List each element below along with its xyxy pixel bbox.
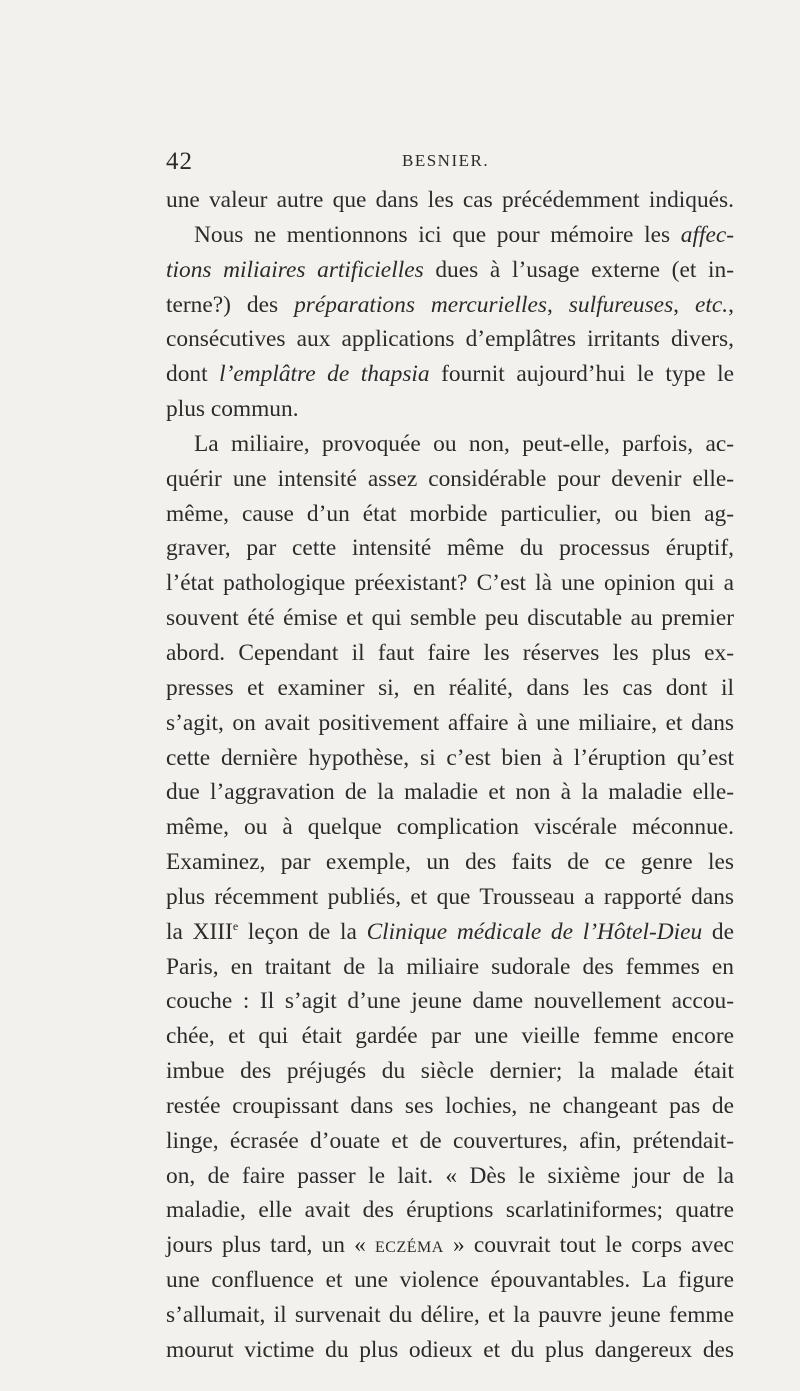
text-line: l’état pathologique préexistant? C’est là une opinion qui a bbox=[166, 570, 734, 597]
text-line: même, ou à quelque complication viscérale méconnue. bbox=[166, 814, 734, 841]
text-line: graver, par cette intensité même du processus éruptif, bbox=[166, 535, 734, 562]
italic-term: etc. bbox=[695, 291, 729, 318]
text-line: même, cause d’un état morbide particulier, ou bien ag- bbox=[166, 500, 734, 527]
text-line: due l’aggravation de la maladie et non à la maladie elle- bbox=[166, 779, 734, 806]
small-caps-term: eczéma bbox=[375, 1232, 444, 1259]
text-line: consécutives aux applications d’emplâtres irritants divers, bbox=[166, 326, 734, 353]
text-line: mourut victime du plus odieux et du plus dangereux des bbox=[166, 1336, 734, 1363]
text-line: maladie, elle avait des éruptions scarlatiniformes; quatre bbox=[166, 1197, 734, 1224]
text-line: une valeur autre que dans les cas précédemment indiqués. bbox=[166, 187, 734, 213]
body-text bbox=[166, 183, 734, 1368]
text-line: La miliaire, provoquée ou non, peut-elle, parfois, ac- bbox=[194, 430, 734, 457]
text-line: cette dernière hypothèse, si c’est bien à l’éruption qu’est bbox=[166, 744, 734, 771]
text-line: souvent été émise et qui semble peu discutable au premier bbox=[166, 605, 734, 632]
text-line: une confluence et une violence épouvantables. La figure bbox=[166, 1267, 734, 1294]
text-line: couche : Il s’agit d’une jeune dame nouvellement accou- bbox=[166, 988, 734, 1015]
text-line: chée, et qui était gardée par une vieille femme encore bbox=[166, 1023, 734, 1050]
text-line: Nous ne mentionnons ici que pour mémoire les affec- bbox=[194, 221, 734, 248]
text-line: jours plus tard, un « eczéma » couvrait tout le corps avec bbox=[166, 1232, 734, 1259]
page-header bbox=[166, 148, 734, 176]
text-line: abord. Cependant il faut faire les réserves les plus ex- bbox=[166, 639, 734, 666]
italic-term: préparations mercurielles bbox=[294, 291, 547, 318]
text-line: s’agit, on avait positivement affaire à une miliaire, et dans bbox=[166, 709, 734, 736]
italic-term: affec- bbox=[680, 221, 734, 248]
text-line: la XIIIe leçon de la Clinique médicale de l’Hôtel-Dieu de bbox=[166, 918, 734, 945]
text-line: on, de faire passer le lait. « Dès le sixième jour de la bbox=[166, 1162, 734, 1189]
text-line: Paris, en traitant de la miliaire sudorale des femmes en bbox=[166, 953, 734, 980]
text-line: plus commun. bbox=[166, 396, 299, 423]
text-line: linge, écrasée d’ouate et de couvertures, afin, prétendait- bbox=[166, 1127, 734, 1154]
text-line: tions miliaires artificielles dues à l’usage externe (et in- bbox=[166, 256, 734, 283]
text-line: restée croupissant dans ses lochies, ne changeant pas de bbox=[166, 1092, 734, 1119]
text-line: plus récemment publiés, et que Trousseau a rapporté dans bbox=[166, 883, 734, 910]
italic-term: l’emplâtre de thapsia bbox=[219, 361, 430, 388]
page-number: 42 bbox=[166, 148, 193, 175]
italic-term: Clinique médicale de l’Hôtel-Dieu bbox=[366, 918, 703, 945]
text-line: terne?) des préparations mercurielles, sulfureuses, etc., bbox=[166, 291, 734, 318]
text-line: imbue des préjugés du siècle dernier; la malade était bbox=[166, 1058, 734, 1085]
italic-term: tions miliaires artificielles bbox=[166, 256, 424, 283]
text-line: Examinez, par exemple, un des faits de ce genre les bbox=[166, 849, 734, 876]
italic-term: sulfureuses bbox=[568, 291, 674, 318]
running-head: BESNIER. bbox=[402, 151, 490, 170]
text-line: presses et examiner si, en réalité, dans les cas dont il bbox=[166, 674, 734, 701]
text-line: quérir une intensité assez considérable pour devenir elle- bbox=[166, 465, 734, 492]
text-line: dont l’emplâtre de thapsia fournit aujourd’hui le type le bbox=[166, 361, 734, 388]
superscript: e bbox=[232, 918, 239, 933]
text-line: s’allumait, il survenait du délire, et la pauvre jeune femme bbox=[166, 1302, 734, 1328]
